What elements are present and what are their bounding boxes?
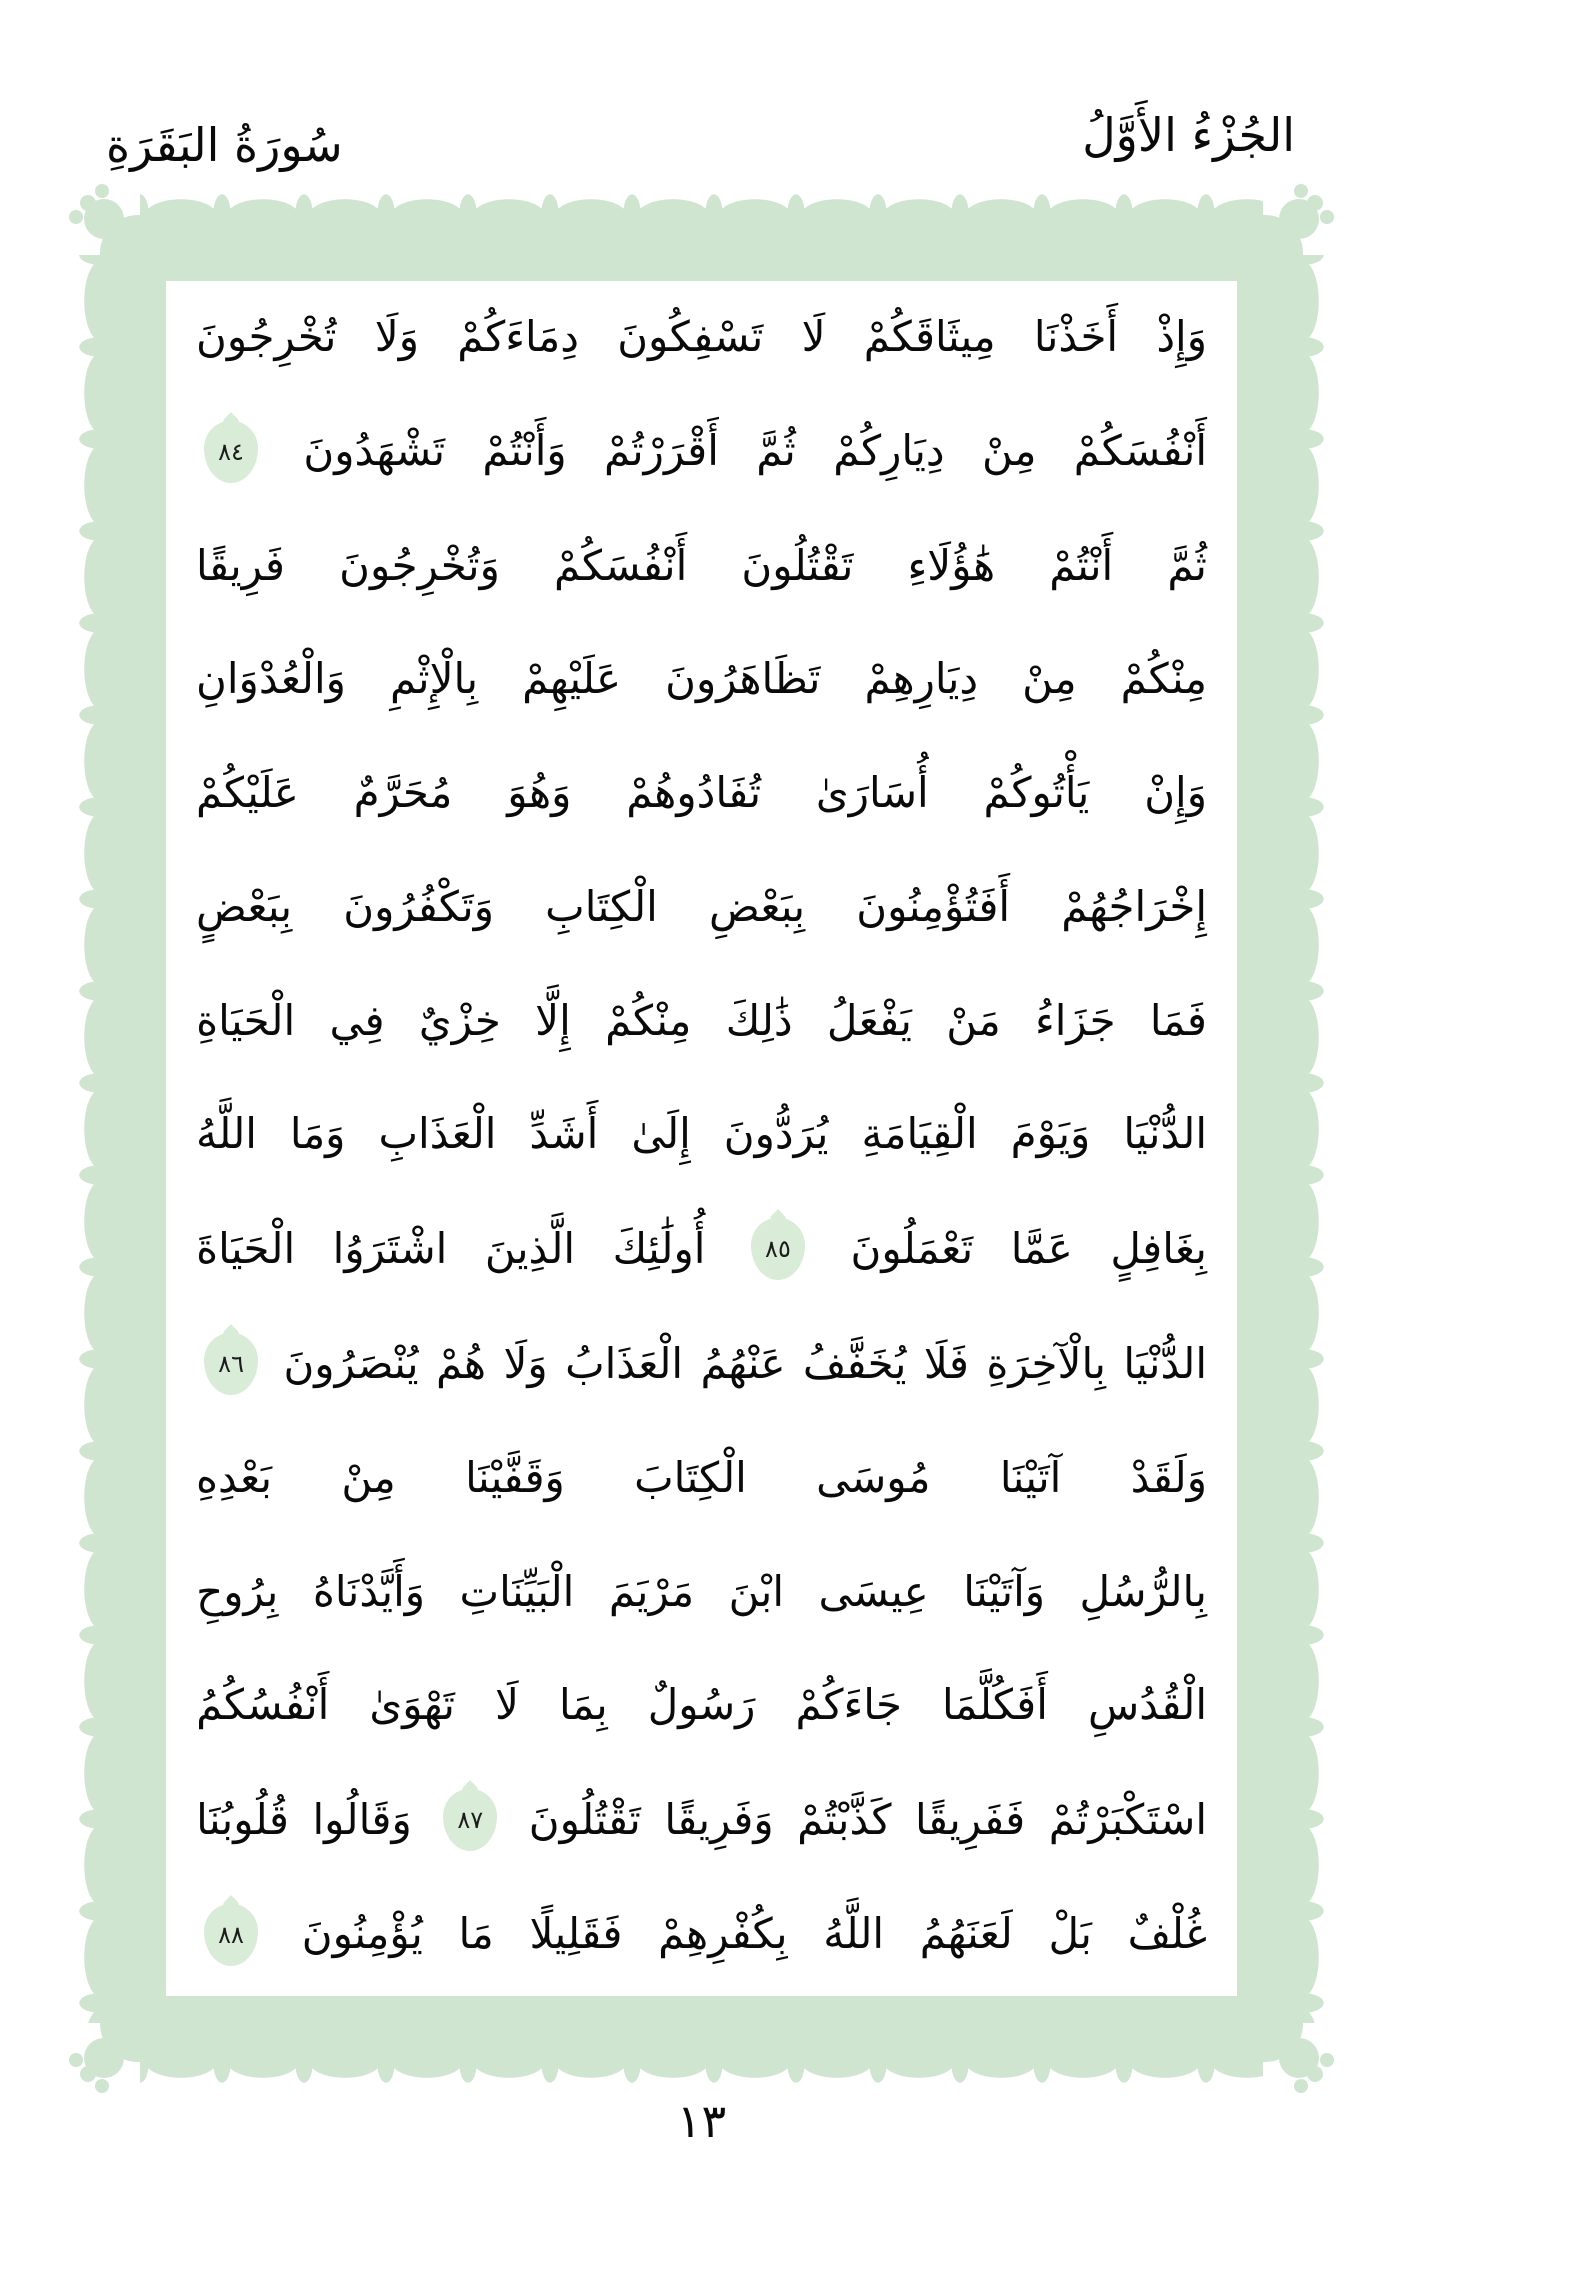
quran-word: عَنْهُمُ — [700, 1338, 786, 1388]
quran-word: وَتُخْرِجُونَ — [339, 540, 500, 590]
quran-word: أَفَتُؤْمِنُونَ — [856, 881, 1011, 931]
quran-word: وَقَالُوا — [312, 1794, 412, 1844]
quran-word: أَشَدِّ — [529, 1109, 599, 1159]
quran-word: ثُمَّ — [756, 426, 796, 476]
quran-word: دِيَارِهِمْ — [864, 654, 979, 704]
quran-word: وَهُوَ — [507, 768, 572, 818]
quran-word: مَنْ — [946, 995, 1001, 1045]
quran-line — [196, 307, 1207, 368]
quran-word: جَاءَكُمْ — [795, 1680, 902, 1730]
quran-word: تَهْوَىٰ — [369, 1680, 455, 1730]
quran-word: تَظَاهَرُونَ — [665, 654, 821, 704]
quran-line — [196, 1675, 1207, 1736]
quran-line — [196, 649, 1207, 710]
quran-word: تُخْرِجُونَ — [196, 312, 337, 361]
quran-word: لَعَنَهُمُ — [919, 1909, 1013, 1959]
quran-word: إِلَىٰ — [631, 1109, 691, 1159]
quran-word: وَلَا — [374, 312, 419, 361]
quran-word: بِرُوحِ — [196, 1566, 279, 1616]
quran-word: الْبَيِّنَاتِ — [459, 1566, 575, 1616]
quran-word: فِي — [329, 995, 385, 1045]
frame-corner-ornament — [84, 2038, 124, 2078]
quran-word: عَلَيْهِمْ — [522, 654, 622, 704]
quran-word: اشْتَرَوُا — [332, 1223, 448, 1273]
ayah-number: ٨٧ — [457, 1806, 484, 1835]
quran-word: وَمَا — [289, 1109, 346, 1159]
quran-word: هَٰؤُلَاءِ — [907, 540, 996, 590]
quran-word: تَقْتُلُونَ — [741, 540, 854, 590]
quran-word: وَقَفَّيْنَا — [465, 1452, 565, 1502]
quran-word: تَعْمَلُونَ — [850, 1223, 974, 1273]
ayah-end-marker — [443, 1789, 497, 1851]
quran-word: بِمَا — [558, 1680, 608, 1730]
quran-word: بَعْدِهِ — [196, 1452, 273, 1502]
quran-line — [196, 536, 1207, 597]
frame-scallop-left — [78, 255, 100, 2023]
quran-word: وَالْعُدْوَانِ — [196, 654, 346, 704]
quran-word: فَقَلِيلًا — [529, 1909, 623, 1959]
quran-line — [196, 1904, 1207, 1966]
quran-word: الْحَيَاةَ — [196, 1223, 296, 1273]
quran-word: بِبَعْضِ — [709, 881, 806, 931]
frame-corner-ornament — [84, 199, 124, 239]
quran-word: إِخْرَاجُهُمْ — [1061, 881, 1207, 931]
quran-word: أُولَٰئِكَ — [612, 1223, 706, 1273]
quran-word: الدُّنْيَا — [1123, 1109, 1207, 1159]
quran-word: وَأَنْتُمْ — [482, 426, 567, 476]
quran-word: الْعَذَابِ — [378, 1109, 497, 1159]
quran-line — [196, 1562, 1207, 1623]
quran-word: بِالْإِثْمِ — [389, 654, 479, 704]
quran-word: مَا — [458, 1909, 494, 1959]
quran-line — [196, 1333, 1207, 1395]
quran-word: ثُمَّ — [1167, 540, 1207, 590]
quran-word: دِيَارِكُمْ — [833, 426, 945, 476]
quran-word: الْعَذَابُ — [565, 1338, 684, 1388]
quran-word: مُوسَى — [816, 1452, 931, 1502]
quran-word: خِزْيٌ — [418, 995, 501, 1045]
page-number: ١٣ — [676, 2094, 727, 2148]
quran-word: بَلْ — [1048, 1909, 1092, 1959]
quran-line — [196, 1104, 1207, 1165]
frame-scallop-bottom — [140, 2062, 1263, 2084]
quran-word: رَسُولٌ — [647, 1680, 756, 1730]
quran-word: وَآتَيْنَا — [963, 1566, 1046, 1616]
quran-word: بِكُفْرِهِمْ — [658, 1909, 788, 1959]
quran-word: مِنْ — [1022, 654, 1077, 704]
frame-corner-ornament — [1279, 2038, 1319, 2078]
quran-word: عَمَّا — [1010, 1223, 1073, 1273]
quran-word: يُرَدُّونَ — [723, 1109, 829, 1159]
juz-title: الجُزْءُ الأَوَّلُ — [1082, 108, 1295, 162]
quran-word: هُمْ — [435, 1338, 487, 1388]
quran-text-area — [166, 281, 1237, 1996]
ayah-end-marker — [204, 1904, 258, 1966]
quran-word: آتَيْنَا — [999, 1452, 1062, 1502]
quran-line — [196, 763, 1207, 824]
quran-word: إِلَّا — [535, 995, 571, 1045]
quran-word: الْكِتَابِ — [545, 881, 658, 931]
quran-word: فَمَا — [1149, 995, 1207, 1045]
quran-word: بِالْآخِرَةِ — [986, 1338, 1106, 1388]
quran-word: أَنْتُمْ — [1049, 540, 1114, 590]
quran-word: بِبَعْضٍ — [196, 881, 293, 931]
quran-word: أَخَذْنَا — [1033, 312, 1119, 361]
quran-word: جَزَاءُ — [1034, 995, 1116, 1045]
quran-word: قُلُوبُنَا — [196, 1794, 289, 1844]
quran-word: وَفَرِيقًا — [664, 1794, 774, 1844]
quran-word: بِغَافِلٍ — [1110, 1223, 1207, 1273]
quran-word: وَلَقَدْ — [1130, 1452, 1207, 1502]
quran-word: وَلَا — [503, 1338, 548, 1388]
quran-word: كَذَّبْتُمْ — [797, 1794, 892, 1844]
quran-word: اللَّهُ — [196, 1109, 257, 1159]
quran-word: وَتَكْفُرُونَ — [343, 881, 495, 931]
quran-word: فَرِيقًا — [196, 540, 285, 590]
quran-word: وَأَيَّدْنَاهُ — [312, 1566, 426, 1616]
frame-corner-ornament — [1279, 199, 1319, 239]
quran-line — [196, 1789, 1207, 1851]
quran-word: لَا — [801, 312, 826, 361]
quran-word: عَلَيْكُمْ — [196, 768, 299, 818]
quran-word: وَيَوْمَ — [1010, 1109, 1091, 1159]
quran-word: لَا — [494, 1680, 519, 1730]
quran-word: فَلَا — [923, 1338, 969, 1388]
frame-scallop-right — [1303, 255, 1325, 2023]
quran-word: مِنْكُمْ — [605, 995, 692, 1045]
quran-word: وَإِذْ — [1156, 312, 1207, 361]
quran-word: مِنْ — [341, 1452, 396, 1502]
quran-word: تَسْفِكُونَ — [617, 312, 764, 361]
quran-word: مِنْ — [981, 426, 1037, 476]
quran-word: مَرْيَمَ — [608, 1566, 695, 1616]
quran-line — [196, 991, 1207, 1052]
ayah-number: ٨٥ — [765, 1235, 791, 1264]
quran-word: غُلْفٌ — [1127, 1909, 1207, 1959]
quran-word: الَّذِينَ — [484, 1223, 576, 1273]
quran-word: اللَّهُ — [823, 1909, 885, 1959]
ayah-end-marker — [751, 1218, 805, 1280]
quran-line — [196, 877, 1207, 938]
ayah-number: ٨٤ — [218, 437, 244, 466]
quran-line — [196, 1448, 1207, 1509]
ayah-number: ٨٨ — [218, 1920, 244, 1949]
quran-word: اسْتَكْبَرْتُمْ — [1048, 1794, 1207, 1844]
quran-word: يُخَفَّفُ — [802, 1338, 907, 1388]
quran-line — [196, 1218, 1207, 1280]
quran-word: ابْنَ — [728, 1566, 785, 1616]
quran-word: يَأْتُوكُمْ — [983, 768, 1090, 818]
quran-word: تُفَادُوهُمْ — [626, 768, 762, 818]
quran-word: مُحَرَّمٌ — [353, 768, 453, 818]
quran-word: الْقُدُسِ — [1087, 1680, 1207, 1730]
quran-word: أَقْرَرْتُمْ — [604, 426, 719, 476]
quran-word: الْقِيَامَةِ — [861, 1109, 978, 1159]
quran-word: بِالرُّسُلِ — [1079, 1566, 1207, 1616]
ayah-number: ٨٦ — [218, 1349, 244, 1378]
ayah-end-marker — [204, 421, 258, 483]
quran-word: دِمَاءَكُمْ — [457, 312, 579, 361]
quran-word: يُؤْمِنُونَ — [301, 1909, 423, 1959]
quran-word: ذَٰلِكَ — [725, 995, 793, 1045]
quran-word: مِيثَاقَكُمْ — [863, 312, 996, 361]
quran-word: أُسَارَىٰ — [815, 768, 929, 818]
quran-word: مِنْكُمْ — [1120, 654, 1207, 704]
quran-word: أَنْفُسَكُمْ — [1073, 426, 1207, 476]
surah-title: سُورَةُ البَقَرَةِ — [106, 118, 343, 172]
quran-line — [196, 421, 1207, 483]
quran-word: وَإِنْ — [1144, 768, 1207, 818]
quran-word: يُنْصَرُونَ — [283, 1338, 419, 1388]
quran-word: الدُّنْيَا — [1123, 1338, 1207, 1388]
quran-word: عِيسَى — [818, 1566, 929, 1616]
quran-word: أَفَكُلَّمَا — [942, 1680, 1048, 1730]
quran-word: الْكِتَابَ — [634, 1452, 747, 1502]
ayah-end-marker — [204, 1333, 258, 1395]
quran-word: يَفْعَلُ — [826, 995, 912, 1045]
quran-word: تَشْهَدُونَ — [303, 426, 446, 476]
quran-word: فَفَرِيقًا — [915, 1794, 1026, 1844]
quran-word: أَنْفُسَكُمْ — [554, 540, 688, 590]
quran-word: أَنْفُسُكُمُ — [196, 1680, 330, 1730]
quran-word: الْحَيَاةِ — [196, 995, 296, 1045]
frame-scallop-top — [140, 193, 1263, 215]
quran-word: تَقْتُلُونَ — [528, 1794, 641, 1844]
